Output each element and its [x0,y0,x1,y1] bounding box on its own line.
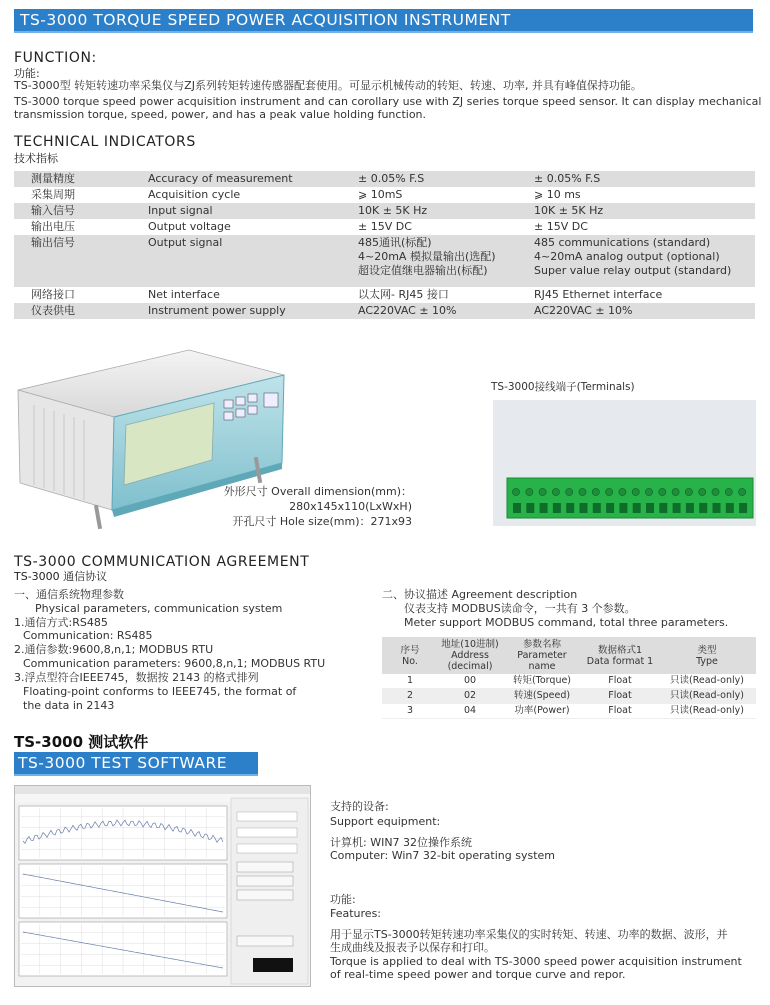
comm-title: TS-3000 COMMUNICATION AGREEMENT [14,554,310,570]
col-format-zh: 数据格式1 [597,644,643,656]
terminal-slot [726,503,734,513]
comm-line-8: Floating-point conforms to IEEE745, the format of [23,685,297,698]
terminal-slot [646,503,654,513]
page-header-bar [14,9,753,33]
output-signal-zh-2: 4~20mA 模拟量输出(选配) [358,250,496,263]
table-row [14,287,755,303]
software-screenshot [14,785,311,987]
col-no-zh: 序号 [400,644,420,656]
cell-zh: 仪表供电 [14,303,148,319]
cell-zh: 采集周期 [31,188,75,201]
table-row [14,171,755,187]
output-signal-en-1: 485 communications (standard) [534,236,711,249]
function-en-text-2: transmission torque, speed, power, and has a peak value holding function. [14,108,427,121]
cell-v1: 以太网- RJ45 接口 [358,288,449,301]
terminal-slot [606,503,614,513]
terminal-slot [619,503,627,513]
terminal-screw [619,488,626,495]
col-type-en: Type [696,655,718,667]
terminal-screw [699,488,706,495]
terminal-slot [580,503,588,513]
cell-v1: ± 0.05% F.S [358,171,534,187]
terminal-slot [593,503,601,513]
technical-title: TECHNICAL INDICATORS [14,134,196,150]
terminal-slot [513,503,521,513]
table-row [382,674,756,689]
comm-line-5: 2.通信参数:9600,8,n,1; MODBUS RTU [14,643,214,656]
modbus-table [382,637,756,719]
agreement-line-1: 二、协议描述 Agreement description [382,588,578,601]
cell-v1: ⩾ 10mS [358,188,403,201]
software-line-6: Features: [330,907,382,920]
cell-parameter: 功率(Power) [502,704,582,719]
cell-v2: ± 15V DC [534,220,588,233]
cell-v2 [534,235,755,287]
comm-line-1: 一、通信系统物理参数 [14,588,124,601]
terminal-screw [739,488,746,495]
dimension-hole: 开孔尺寸 Hole size(mm)：271x93 [232,515,412,528]
col-parameter-zh: 参数名称 [522,639,561,650]
terminal-screw [645,488,652,495]
software-line-9: Torque is applied to deal with TS-3000 speed power acquisition instrument [330,955,742,968]
table-row [14,235,755,287]
cell-type: 只读(Read-only) [658,689,756,704]
terminal-screw [659,488,666,495]
terminal-slot [553,503,561,513]
comm-line-9: the data in 2143 [23,699,115,712]
cell-zh: 网络接口 [31,288,75,301]
cell-v1: AC220VAC ± 10% [358,303,534,319]
terminal-screw [712,488,719,495]
output-signal-en-2: 4~20mA analog output (optional) [534,250,720,263]
cell-v1: 10K ± 5K Hz [358,203,534,219]
col-parameter [502,637,582,674]
col-format [582,637,658,674]
table-row [382,704,756,719]
terminal-slot [699,503,707,513]
table-row [14,187,755,203]
software-line-3: 计算机: WIN7 32位操作系统 [330,836,473,849]
terminal-screw [579,488,586,495]
terminal-screw [512,488,519,495]
cell-en: Accuracy of measurement [148,171,358,187]
agreement-line-2: 仪表支持 MODBUS读命令，一共有 3 个参数。 [404,602,636,615]
comm-line-2: Physical parameters, communication system [35,602,283,615]
output-signal-en-3: Super value relay output (standard) [534,264,732,277]
terminal-slot [739,503,747,513]
software-line-10: of real-time speed power and torque curve and repor. [330,968,626,981]
software-line-1: 支持的设备: [330,800,389,813]
cell-no: 1 [382,674,438,689]
function-title: FUNCTION: [14,50,97,66]
comm-line-7: 3.浮点型符合IEEE745，数据按 2143 的格式排列 [14,671,259,684]
dimension-overall: 外形尺寸 Overall dimension(mm)： [223,485,412,498]
cell-type: 只读(Read-only) [658,704,756,719]
software-line-2: Support equipment: [330,815,441,828]
terminal-slot [633,503,641,513]
dimension-lwh: 280x145x110(LxWxH) [289,500,412,513]
terminal-screw [566,488,573,495]
cell-zh: 测量精度 [14,171,148,187]
col-address-zh: 地址(10进制) [441,639,499,650]
cell-en: Instrument power supply [148,303,358,319]
terminal-screw [539,488,546,495]
terminal-slot [659,503,667,513]
cell-no: 2 [382,689,438,704]
terminal-slot [686,503,694,513]
comm-line-6: Communication parameters: 9600,8,n,1; MODBUS RTU [23,657,326,670]
function-zh-title: 功能: [14,67,40,80]
software-title: TS-3000 TEST SOFTWARE [18,754,228,772]
cell-zh: 输出电压 [31,220,75,233]
terminals-caption: TS-3000接线端子(Terminals) [491,381,635,393]
table-row [14,203,755,219]
cell-v2: ⩾ 10 ms [534,188,581,201]
col-no [382,637,438,674]
cell-v2: AC220VAC ± 10% [534,303,755,319]
software-line-5: 功能: [330,893,356,906]
comm-line-4: Communication: RS485 [23,629,153,642]
terminal-screw [592,488,599,495]
technical-zh-title: 技术指标 [14,152,58,165]
table-row [382,689,756,704]
comm-zh-title: TS-3000 通信协议 [14,570,108,583]
terminal-screw [685,488,692,495]
comm-line-3: 1.通信方式:RS485 [14,616,108,629]
cell-v2: RJ45 Ethernet interface [534,288,663,301]
terminal-slot [540,503,548,513]
cell-format: Float [582,674,658,689]
terminal-screw [606,488,613,495]
software-screenshot-drawing [15,786,310,986]
cell-v1: ± 15V DC [358,220,412,233]
col-type [658,637,756,674]
col-type-zh: 类型 [697,644,717,656]
col-address-en: Address [451,650,489,661]
cell-type: 只读(Read-only) [658,674,756,689]
software-line-8: 生成曲线及报表予以保存和打印。 [330,941,495,954]
cell-zh: 输入信号 [14,203,148,219]
cell-en: Output signal [148,235,358,287]
technical-table [14,171,755,319]
cell-en: Net interface [148,288,220,301]
terminal-screw [552,488,559,495]
terminal-block-image [493,400,756,526]
cell-format: Float [582,689,658,704]
cell-v2: 10K ± 5K Hz [534,203,755,219]
col-no-en: No. [402,655,418,667]
software-line-4: Computer: Win7 32-bit operating system [330,849,555,862]
cell-address: 04 [438,704,502,719]
cell-address: 02 [438,689,502,704]
cell-zh: 输出信号 [14,235,148,287]
output-signal-zh-1: 485通讯(标配) [358,236,432,249]
cell-parameter: 转速(Speed) [502,689,582,704]
cell-v2: ± 0.05% F.S [534,171,755,187]
col-address [438,637,502,674]
function-en-text-1: TS-3000 torque speed power acquisition instrument and can corollary use with ZJ series torque speed sensor. It can display mechanical [14,95,762,108]
page-title: TS-3000 TORQUE SPEED POWER ACQUISITION INSTRUMENT [20,11,511,29]
function-zh-text: TS-3000型 转矩转速功率采集仪与ZJ系列转矩转速传感器配套使用。可显示机械传动的转矩、转速、功率, 并具有峰值保持功能。 [14,79,642,92]
terminal-slot [673,503,681,513]
cell-v1 [358,235,534,287]
table-row [14,219,755,235]
cell-en: Output voltage [148,220,231,233]
cell-format: Float [582,704,658,719]
terminal-screw [725,488,732,495]
table-row [14,303,755,319]
cell-address: 00 [438,674,502,689]
terminal-block-drawing [493,400,756,526]
terminal-screw [526,488,533,495]
cell-parameter: 转矩(Torque) [502,674,582,689]
software-zh-title: TS-3000 测试软件 [14,733,149,751]
cell-no: 3 [382,704,438,719]
cell-en: Acquisition cycle [148,188,241,201]
col-format-en: Data format 1 [586,655,654,667]
output-signal-zh-3: 超设定值继电器输出(标配) [358,264,488,277]
col-parameter-en-2: name [528,661,556,672]
agreement-line-3: Meter support MODBUS command, total three parameters. [404,616,729,629]
terminal-screw [632,488,639,495]
col-address-en-2: (decimal) [447,661,493,672]
terminal-slot [566,503,574,513]
terminal-slot [713,503,721,513]
terminal-slot [526,503,534,513]
cell-en: Input signal [148,203,358,219]
software-line-7: 用于显示TS-3000转矩转速功率采集仪的实时转矩、转速、功率的数据、波形，并 [330,928,728,941]
software-title-bar [14,752,258,776]
terminal-screw [672,488,679,495]
table-header-row [382,637,756,674]
col-parameter-en: Parameter [517,650,567,661]
